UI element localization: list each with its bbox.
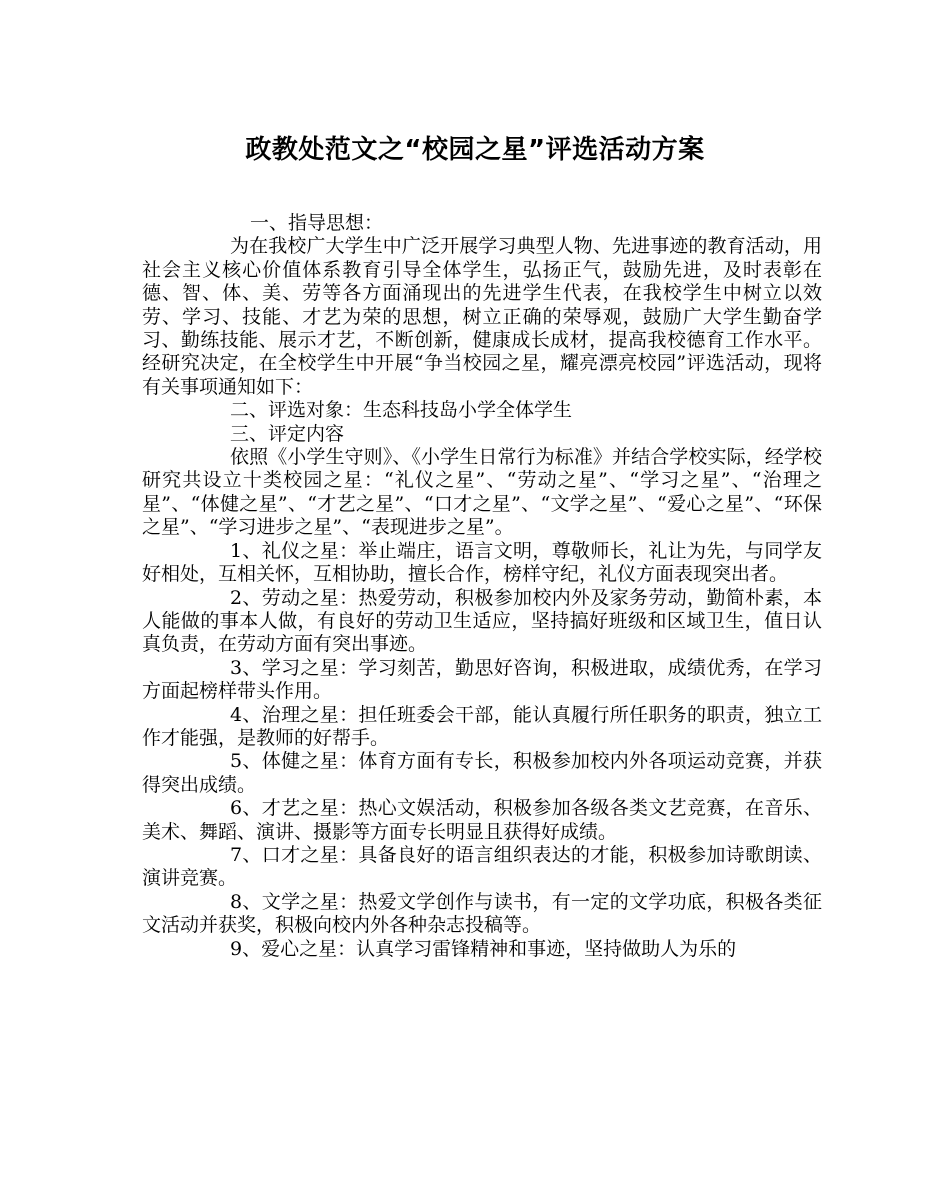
document-body [142, 212, 822, 961]
list-item-talent-star: 6、才艺之星：热心文娱活动，积极参加各级各类文艺竞赛，在音乐、美术、舞蹈、演讲、摄影等方面专长明显且获得好成绩。 [142, 797, 822, 843]
list-item-management-star: 4、治理之星：担任班委会干部，能认真履行所任职务的职责，独立工作才能强，是教师的好帮手。 [142, 703, 822, 749]
list-item-labor-star: 2、劳动之星：热爱劳动，积极参加校内外及家务劳动，勤简朴素，本人能做的事本人做，有良好的劳动卫生适应，坚持搞好班级和区域卫生，值日认真负责，在劳动方面有突出事迹。 [142, 586, 822, 656]
list-item-fitness-star: 5、体健之星：体育方面有专长，积极参加校内外各项运动竞赛，并获得突出成绩。 [142, 750, 822, 796]
section-heading-guiding-thought: 一、指导思想： [250, 212, 384, 234]
list-item-kindness-star: 9、爱心之星：认真学习雷锋精神和事迹，坚持做助人为乐的 [230, 937, 737, 960]
list-item-etiquette-star: 1、礼仪之星：举止端庄，语言文明，尊敬师长，礼让为先，与同学友好相处，互相关怀，互相协助，擅长合作，榜样守纪，礼仪方面表现突出者。 [142, 539, 822, 586]
paragraph-star-categories: 依照《小学生守则》、《小学生日常行为标准》并结合学校实际，经学校研究共设立十类校园之星：“礼仪之星”、“劳动之星”、“学习之星”、“治理之星”、“体健之星”、“才艺之星”、“口才之星”、“文学之星”、“爱心之星”、“环保之星”、“学习进步之星”、“表现进步之星”。 [142, 446, 822, 539]
list-item-literature-star: 8、文学之星：热爱文学创作与读书，有一定的文学功底，积极各类征文活动并获奖，积极向校内外各种杂志投稿等。 [142, 890, 822, 937]
list-item-eloquence-star: 7、口才之星：具备良好的语言组织表达的才能，积极参加诗歌朗读、演讲竞赛。 [142, 843, 822, 890]
list-item-study-star: 3、学习之星：学习刻苦，勤思好咨询，积极进取，成绩优秀，在学习方面起榜样带头作用。 [142, 656, 822, 703]
section-heading-selection-target: 二、评选对象：生态科技岛小学全体学生 [230, 399, 573, 422]
paragraph-guiding-thought: 为在我校广大学生中广泛开展学习典型人物、先进事迹的教育活动，用社会主义核心价值体系教育引导全体学生，弘扬正气，鼓励先进，及时表彰在德、智、体、美、劳等各方面涌现出的先进学生代表，在我校学生中树立以效劳、学习、技能、才艺为荣的思想，树立正确的荣辱观，鼓励广大学生勤奋学习、勤练技能、展示才艺，不断创新，健康成长成材，提高我校德育工作水平。经研究决定，在全校学生中开展“争当校园之星，耀亮漂亮校园”评选活动，现将有关事项通知如下： [142, 235, 822, 398]
document-title: 政教处范文之“校园之星”评选活动方案 [245, 135, 705, 165]
section-heading-evaluation-content: 三、评定内容 [230, 422, 345, 445]
